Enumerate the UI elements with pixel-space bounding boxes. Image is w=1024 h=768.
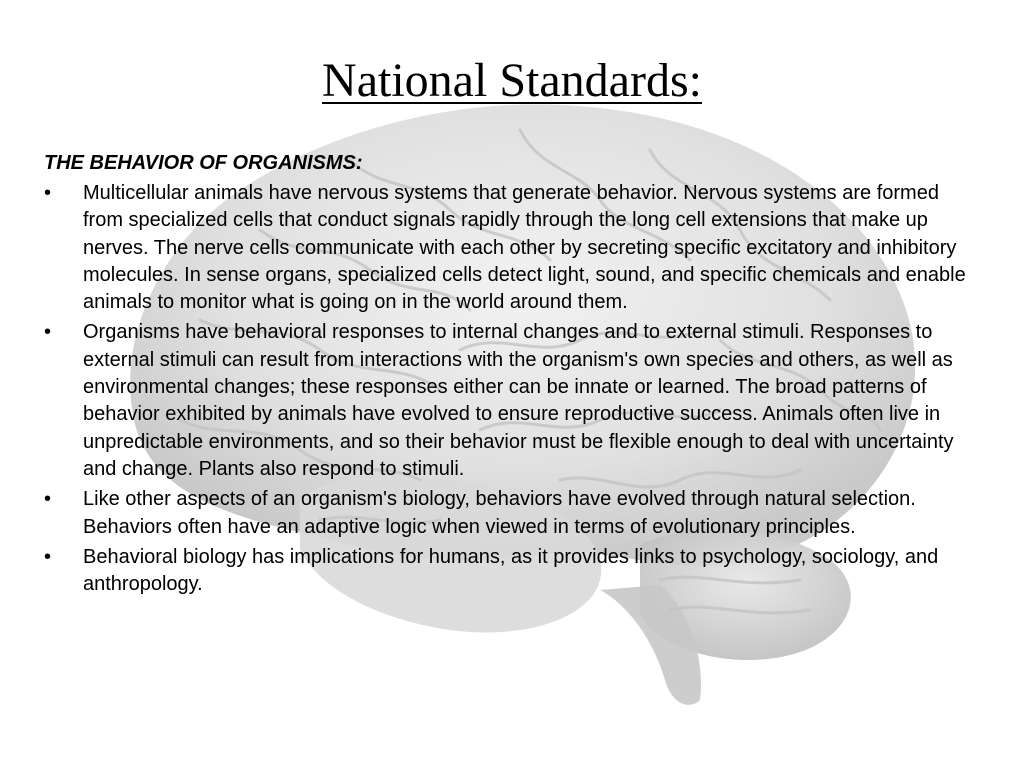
bullet-item [44, 486, 969, 541]
bullet-text: Multicellular animals have nervous systems that generate behavior. Nervous systems are formed from specialized cells that conduct signals rapidly through the long cell extensions that make up nerves. The nerve cells communicate with each other by secreting specific excitatory and inhibitory molecules. In sense organs, specialized cells detect light, sound, and specific chemicals and enable animals to monitor what is going on in the world around them. [83, 182, 966, 314]
bullet-glyph: • [44, 321, 52, 344]
bullet-text: Like other aspects of an organism's biology, behaviors have evolved through natural selection. Behaviors often have an adaptive logic when viewed in terms of evolutionary principles. [83, 488, 916, 538]
bullet-item [44, 319, 969, 483]
bullet-glyph: • [44, 182, 52, 204]
slide-title-text: National Standards: [322, 54, 702, 107]
bullet-item [44, 180, 969, 316]
slide-body [44, 150, 969, 601]
bullet-glyph: • [44, 545, 52, 568]
bullet-glyph: • [44, 488, 52, 511]
bullet-text: Organisms have behavioral responses to internal changes and to external stimuli. Responses to external stimuli can result from interactions with the organism's own species and others, as well as environmental changes; these responses either can be innate or learned. The broad patterns of behavior exhibited by animals have evolved to ensure reproductive success. Animals often live in unpredictable environments, and so their behavior must be flexible enough to deal with uncertainty and change. Plants also respond to stimuli. [83, 321, 954, 480]
slide-title [0, 52, 1024, 110]
section-subheading: THE BEHAVIOR OF ORGANISMS: [44, 152, 363, 174]
bullet-text: Behavioral biology has implications for humans, as it provides links to psychology, sociology, and anthropology. [83, 545, 939, 596]
bullet-item [44, 544, 969, 599]
bullet-list [44, 180, 969, 598]
